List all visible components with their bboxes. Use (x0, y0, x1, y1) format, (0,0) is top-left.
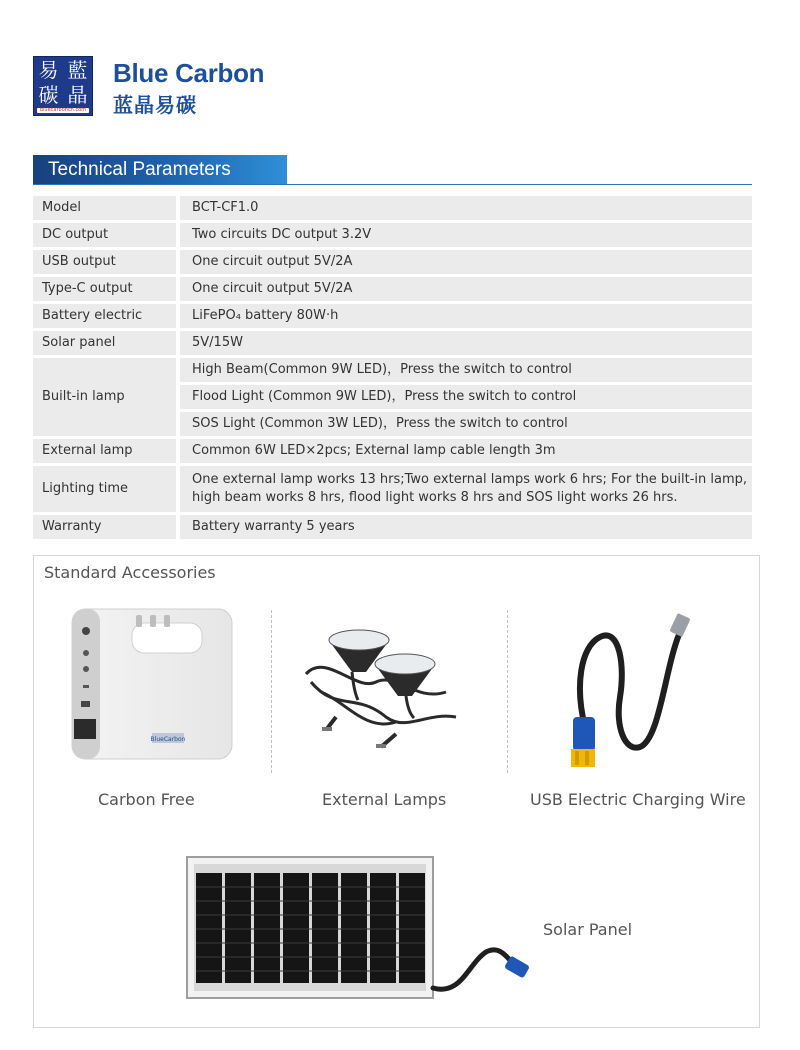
usb-wire-image (565, 607, 705, 777)
param-label-lighting-time: Lighting time (33, 466, 176, 512)
param-label-dc-output: DC output (33, 223, 176, 247)
divider (271, 610, 272, 773)
param-label-built-in-lamp: Built-in lamp (33, 358, 176, 436)
param-value-dc-output: Two circuits DC output 3.2V (180, 223, 752, 247)
logo-char: 易 (38, 57, 59, 82)
brand-name: Blue Carbon (113, 58, 265, 88)
solar-panel-image (186, 856, 546, 1002)
product-label: BlueCarbon (150, 736, 186, 743)
logo-char: 晶 (67, 83, 88, 108)
caption-solar-panel: Solar Panel (543, 920, 633, 939)
param-label-model: Model (33, 196, 176, 220)
param-value-external-lamp: Common 6W LED×2pcs; External lamp cable length 3m (180, 439, 752, 463)
power-station-image (66, 605, 236, 763)
param-value-solar-panel: 5V/15W (180, 331, 752, 355)
param-value-typec-output: One circuit output 5V/2A (180, 277, 752, 301)
param-value-usb-output: One circuit output 5V/2A (180, 250, 752, 274)
section-divider (33, 184, 752, 185)
brand-name-cn: 蓝晶易碳 (113, 93, 197, 117)
external-lamps-image (296, 622, 466, 762)
param-label-usb-output: USB output (33, 250, 176, 274)
logo-url: bluecarboncn.com (37, 108, 89, 113)
accessories-title: Standard Accessories (44, 563, 216, 582)
caption-carbon-free: Carbon Free (98, 790, 195, 809)
param-label-typec-output: Type-C output (33, 277, 176, 301)
caption-usb-charging-wire: USB Electric Charging Wire (530, 790, 746, 809)
param-label-battery: Battery electric (33, 304, 176, 328)
param-label-solar-panel: Solar panel (33, 331, 176, 355)
section-title: Technical Parameters (33, 155, 287, 184)
param-value-warranty: Battery warranty 5 years (180, 515, 752, 539)
param-label-external-lamp: External lamp (33, 439, 176, 463)
param-value-sos-light: SOS Light (Common 3W LED)，Press the switch to control (180, 412, 752, 436)
logo (33, 56, 93, 116)
param-value-high-beam: High Beam(Common 9W LED)，Press the switch to control (180, 358, 752, 382)
logo-char: 碳 (38, 83, 59, 108)
param-value-battery: LiFePO₄ battery 80W·h (180, 304, 752, 328)
param-value-flood-light: Flood Light (Common 9W LED)，Press the switch to control (180, 385, 752, 409)
lighting-time-line: high beam works 8 hrs, flood light works 8 hrs and SOS light works 26 hrs. (192, 490, 678, 505)
caption-external-lamps: External Lamps (322, 790, 447, 809)
logo-char: 藍 (67, 57, 88, 82)
param-label-warranty: Warranty (33, 515, 176, 539)
param-value-lighting-time (180, 466, 752, 512)
param-value-model: BCT-CF1.0 (180, 196, 752, 220)
lighting-time-line: One external lamp works 13 hrs;Two external lamps work 6 hrs; For the built-in lamp, (192, 472, 748, 487)
divider (507, 610, 508, 773)
